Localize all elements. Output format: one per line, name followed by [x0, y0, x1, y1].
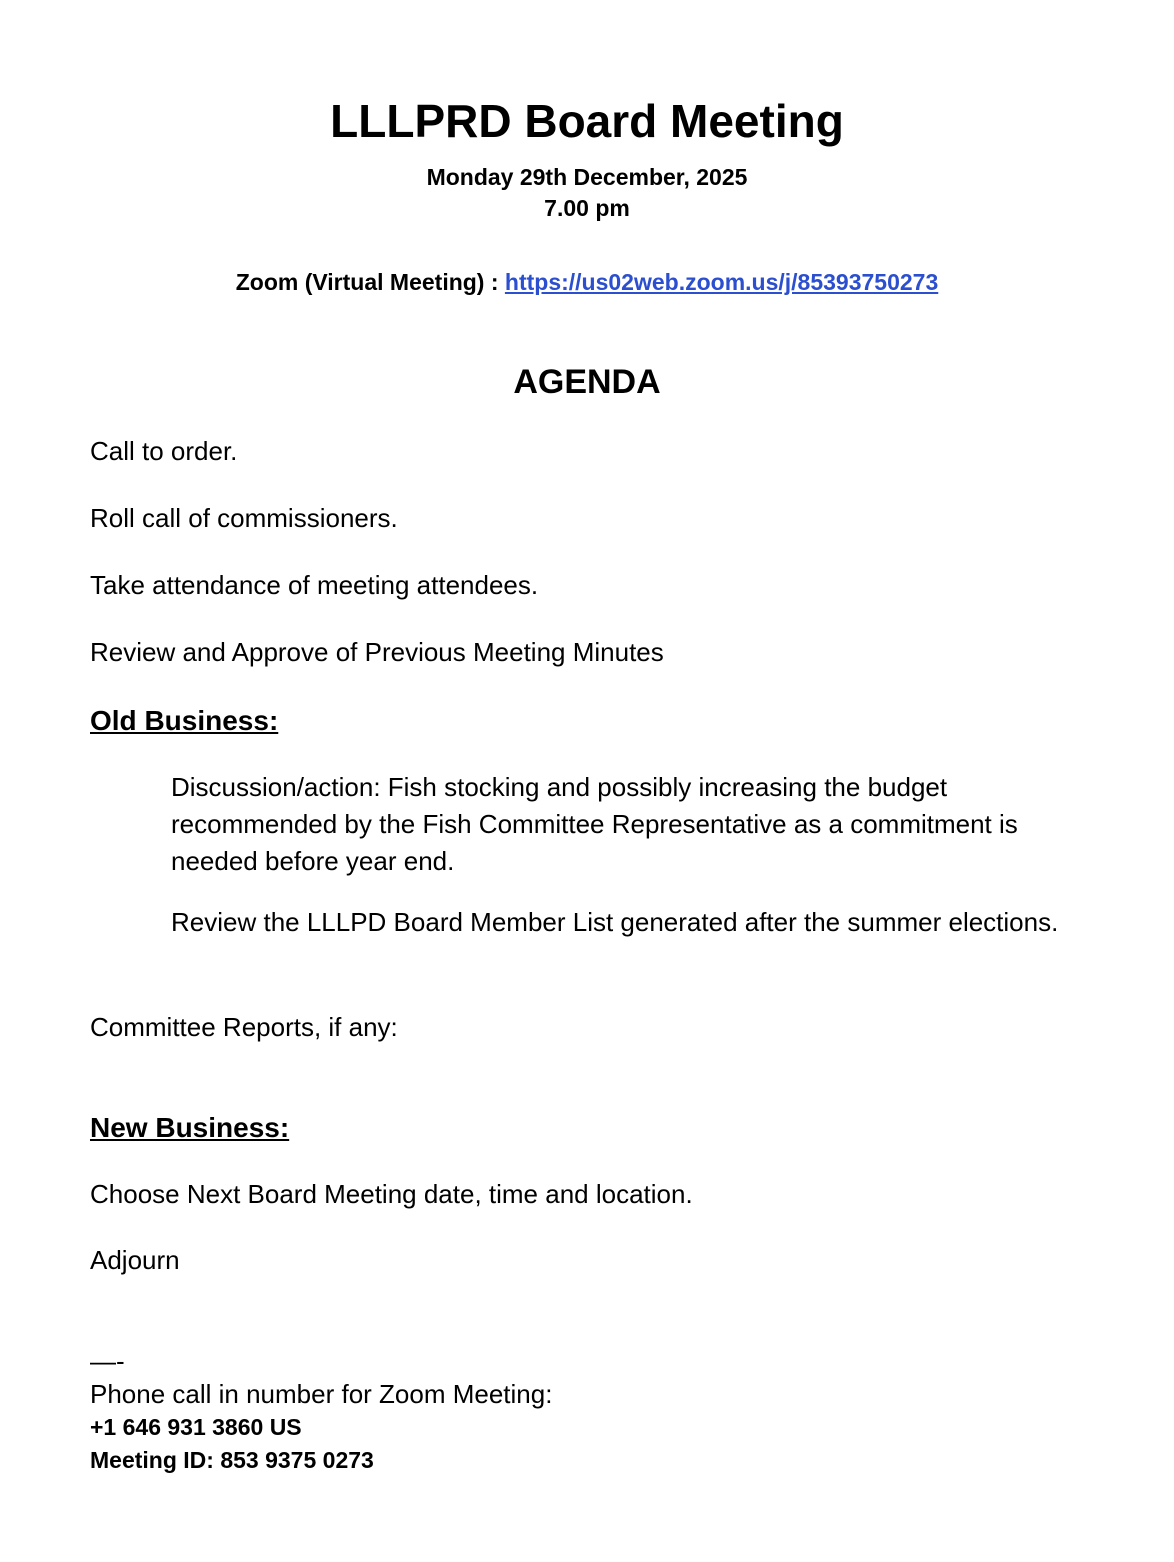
- old-business-item-fish-stocking: Discussion/action: Fish stocking and possibly increasing the budget recommended by the Fish Committee Representative as a commitment is needed before year end.: [171, 772, 1018, 877]
- new-business-heading: New Business:: [90, 1112, 290, 1144]
- agenda-item-attendance: Take attendance of meeting attendees.: [90, 569, 539, 600]
- agenda-item-roll-call: Roll call of commissioners.: [90, 502, 398, 533]
- phone-number: +1 646 931 3860 US: [90, 1414, 302, 1441]
- meeting-time: 7.00 pm: [544, 194, 630, 221]
- zoom-meeting-link[interactable]: https://us02web.zoom.us/j/85393750273: [504, 268, 939, 295]
- phone-call-label: Phone call in number for Zoom Meeting:: [90, 1379, 553, 1410]
- footer: [90, 1345, 1084, 1477]
- new-business-item-adjourn: Adjourn: [90, 1245, 180, 1276]
- agenda-heading: AGENDA: [513, 362, 661, 401]
- old-business-item-board-member-list: Review the LLLPD Board Member List generated after the summer elections.: [171, 907, 1059, 938]
- zoom-meeting-line: [90, 268, 1084, 298]
- committee-reports-line: Committee Reports, if any:: [90, 1012, 398, 1043]
- agenda-item-review-minutes: Review and Approve of Previous Meeting Minutes: [90, 636, 664, 667]
- page-title: LLLPRD Board Meeting: [330, 95, 844, 147]
- new-business-item-next-meeting: Choose Next Board Meeting date, time and location.: [90, 1179, 693, 1210]
- agenda-item-call-to-order: Call to order.: [90, 435, 238, 466]
- meeting-id: Meeting ID: 853 9375 0273: [90, 1447, 374, 1474]
- meeting-date: Monday 29th December, 2025: [426, 163, 748, 190]
- footer-divider: —-: [90, 1346, 125, 1377]
- zoom-meeting-label: Zoom (Virtual Meeting) :: [235, 268, 505, 295]
- old-business-heading: Old Business:: [90, 704, 279, 736]
